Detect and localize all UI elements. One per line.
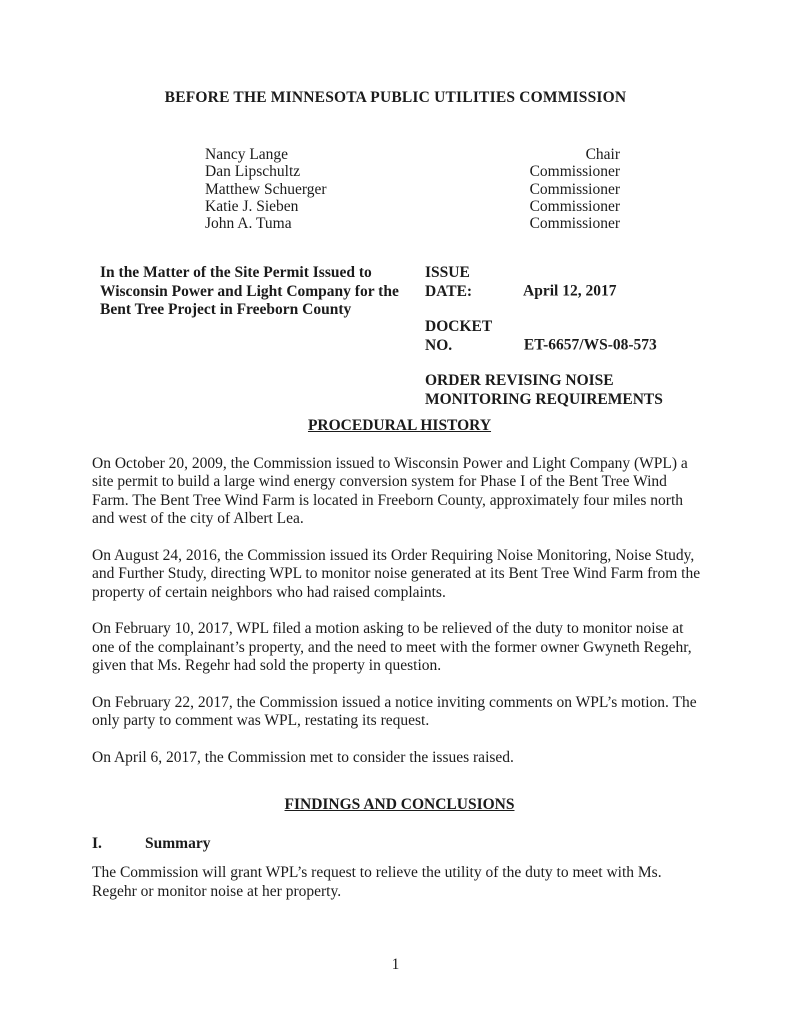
commissioner-title: Commissioner [529,163,620,181]
procedural-history-paragraph-2: On August 24, 2016, the Commission issued its Order Requiring Noise Monitoring, Noise Study, and Further Study, directing WPL to monitor noise generated at its Bent Tree Wind Farm from the property of certain neighbors who had raised complaints. [92,546,701,601]
docket-number-row [425,318,725,355]
page-number: 1 [391,956,400,973]
findings-conclusions-heading: FINDINGS AND CONCLUSIONS [284,796,515,813]
commissioners-list [205,146,620,232]
case-caption-line: In the Matter of the Site Permit Issued to [100,264,372,281]
issue-date-value: April 12, 2017 [523,282,617,300]
commissioner-row [205,215,620,232]
order-title [425,372,725,409]
commissioner-row [205,181,620,198]
procedural-history-paragraph-5: On April 6, 2017, the Commission met to consider the issues raised. [92,748,514,766]
summary-section-number: I. [92,834,102,852]
case-caption-line: Bent Tree Project in Freeborn County [100,301,352,318]
commissioner-title: Commissioner [529,197,620,215]
issue-date-row [425,264,725,301]
summary-section-heading [92,835,707,854]
summary-paragraph: The Commission will grant WPL’s request to relieve the utility of the duty to meet with Ms. Regehr or monitor noise at her property. [92,864,662,900]
commissioner-row [205,163,620,180]
docket-number-label: DOCKET NO. [425,318,492,354]
docket-block [425,264,725,409]
procedural-history-paragraph-1: On October 20, 2009, the Commission issued to Wisconsin Power and Light Company (WPL) a site permit to build a large wind energy conversion system for Phase I of the Bent Tree Wind Farm. The Bent Tree Wind Farm is located in Freeborn County, approximately four miles north and west of the city of Albert Lea. [92,454,688,527]
commissioner-title: Commissioner [529,180,620,198]
docket-number-value: ET-6657/WS-08-573 [523,336,657,354]
document-header-title: BEFORE THE MINNESOTA PUBLIC UTILITIES COMMISSION [164,89,627,106]
procedural-history-heading: PROCEDURAL HISTORY [307,417,492,434]
commissioner-name: Katie J. Sieben [205,197,299,215]
document-body [92,417,707,919]
case-caption-line: Wisconsin Power and Light Company for the [100,282,399,300]
procedural-history-paragraph-3: On February 10, 2017, WPL filed a motion asking to be relieved of the duty to monitor noise at one of the complainant’s property, and the need to meet with the former owner Gwyneth Regehr, given that Ms. Regehr had sold the property in question. [92,620,692,674]
order-title-line: MONITORING REQUIREMENTS [425,390,663,408]
commissioner-name: Matthew Schuerger [205,180,327,198]
case-caption [100,264,410,320]
issue-date-label: ISSUE DATE: [425,264,473,300]
procedural-history-paragraph-4: On February 22, 2017, the Commission issued a notice inviting comments on WPL’s motion. The only party to comment was WPL, restating its request. [92,693,697,729]
summary-section-title: Summary [145,834,211,852]
commissioner-name: Dan Lipschultz [205,163,301,181]
commissioner-row [205,198,620,215]
commissioner-name: John A. Tuma [205,215,292,233]
commissioner-name: Nancy Lange [205,146,289,163]
commissioner-title: Commissioner [529,215,620,233]
commissioner-title: Chair [585,146,620,163]
commissioner-row [205,146,620,163]
order-title-line: ORDER REVISING NOISE [425,372,614,389]
